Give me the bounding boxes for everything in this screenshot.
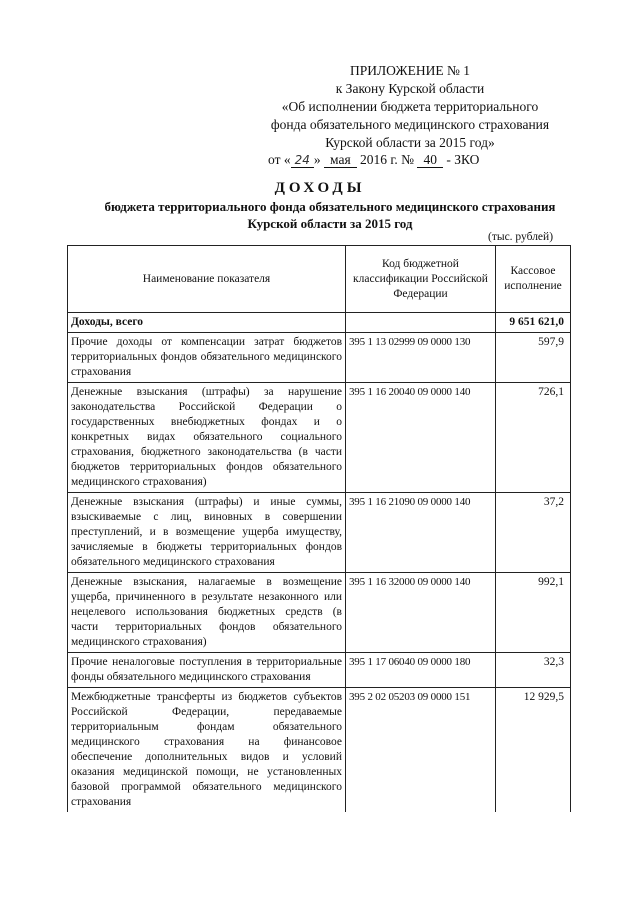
total-name: Доходы, всего — [68, 313, 346, 333]
appendix-number: ПРИЛОЖЕНИЕ № 1 — [349, 63, 471, 78]
row-amount: 992,1 — [496, 573, 571, 653]
table-header-row — [68, 246, 571, 313]
row-code: 395 1 16 20040 09 0000 140 — [346, 383, 496, 493]
page-subtitle: бюджета территориального фонда обязательного медицинского страхования Курской области за 2015 год — [104, 199, 556, 231]
table-row — [68, 383, 571, 493]
date-month: мая — [324, 152, 357, 168]
date-year: 2016 г. № — [360, 152, 415, 167]
date-day: 24 — [291, 153, 314, 168]
total-amount: 9 651 621,0 — [496, 313, 571, 333]
row-amount: 12 929,5 — [496, 688, 571, 813]
table-row — [68, 333, 571, 383]
appendix-law-title-1: «Об исполнении бюджета территориального — [281, 99, 539, 114]
appendix-law-title-3: Курской области за 2015 год» — [325, 135, 495, 150]
row-code: 395 1 16 32000 09 0000 140 — [346, 573, 496, 653]
row-name: Прочие неналоговые поступления в территориальные фонды обязательного медицинского страхования — [68, 653, 346, 688]
row-amount: 32,3 — [496, 653, 571, 688]
unit-note: (тыс. рублей) — [488, 231, 554, 243]
row-code: 395 1 13 02999 09 0000 130 — [346, 333, 496, 383]
header-code: Код бюджетной классификации Российской Федерации — [346, 246, 496, 313]
table-row — [68, 653, 571, 688]
header-name: Наименование показателя — [68, 246, 346, 313]
total-row — [68, 313, 571, 333]
total-code — [346, 313, 496, 333]
row-amount: 597,9 — [496, 333, 571, 383]
page-title: ДОХОДЫ — [274, 180, 366, 196]
appendix-header — [250, 62, 570, 152]
revenue-table — [67, 245, 571, 812]
table-row — [68, 493, 571, 573]
date-prefix: от « — [268, 152, 291, 167]
row-amount: 726,1 — [496, 383, 571, 493]
appendix-law-ref: к Закону Курской области — [335, 81, 485, 96]
date-mid: » — [313, 152, 321, 167]
row-code: 395 1 16 21090 09 0000 140 — [346, 493, 496, 573]
row-name: Прочие доходы от компенсации затрат бюджетов территориальных фондов обязательного медицинского страхования — [68, 333, 346, 383]
law-number: 40 — [417, 152, 443, 168]
table-row — [68, 688, 571, 813]
appendix-date-line — [268, 152, 479, 168]
header-amount: Кассовое исполнение — [496, 246, 571, 313]
row-code: 395 2 02 05203 09 0000 151 — [346, 688, 496, 813]
appendix-law-title-2: фонда обязательного медицинского страхования — [270, 117, 550, 132]
row-amount: 37,2 — [496, 493, 571, 573]
row-name: Денежные взыскания, налагаемые в возмещение ущерба, причиненного в результате незаконного или нецелевого использования бюджетных средств (в части территориальных фондов обязательного медицинского страхования) — [68, 573, 346, 653]
row-name: Денежные взыскания (штрафы) и иные суммы, взыскиваемые с лиц, виновных в совершении преступлений, и в возмещение ущерба имуществу, зачисляемые в бюджеты территориальных фондов обязательного медицинского страхования — [68, 493, 346, 573]
table-row — [68, 573, 571, 653]
law-suffix: - ЗКО — [446, 152, 480, 167]
row-code: 395 1 17 06040 09 0000 180 — [346, 653, 496, 688]
row-name: Денежные взыскания (штрафы) за нарушение законодательства Российской Федерации о государственных внебюджетных фондах и о конкретных видах обязательного социального страхования, бюджетного законодательства (в части бюджетов территориальных фондов обязательного медицинского страхования) — [68, 383, 346, 493]
row-name: Межбюджетные трансферты из бюджетов субъектов Российской Федерации, передаваемые территориальным фондам обязательного медицинского страхования на финансовое обеспечение дополнительных видов и условий оказания медицинской помощи, не установленных базовой программой обязательного медицинского страхования — [68, 688, 346, 813]
